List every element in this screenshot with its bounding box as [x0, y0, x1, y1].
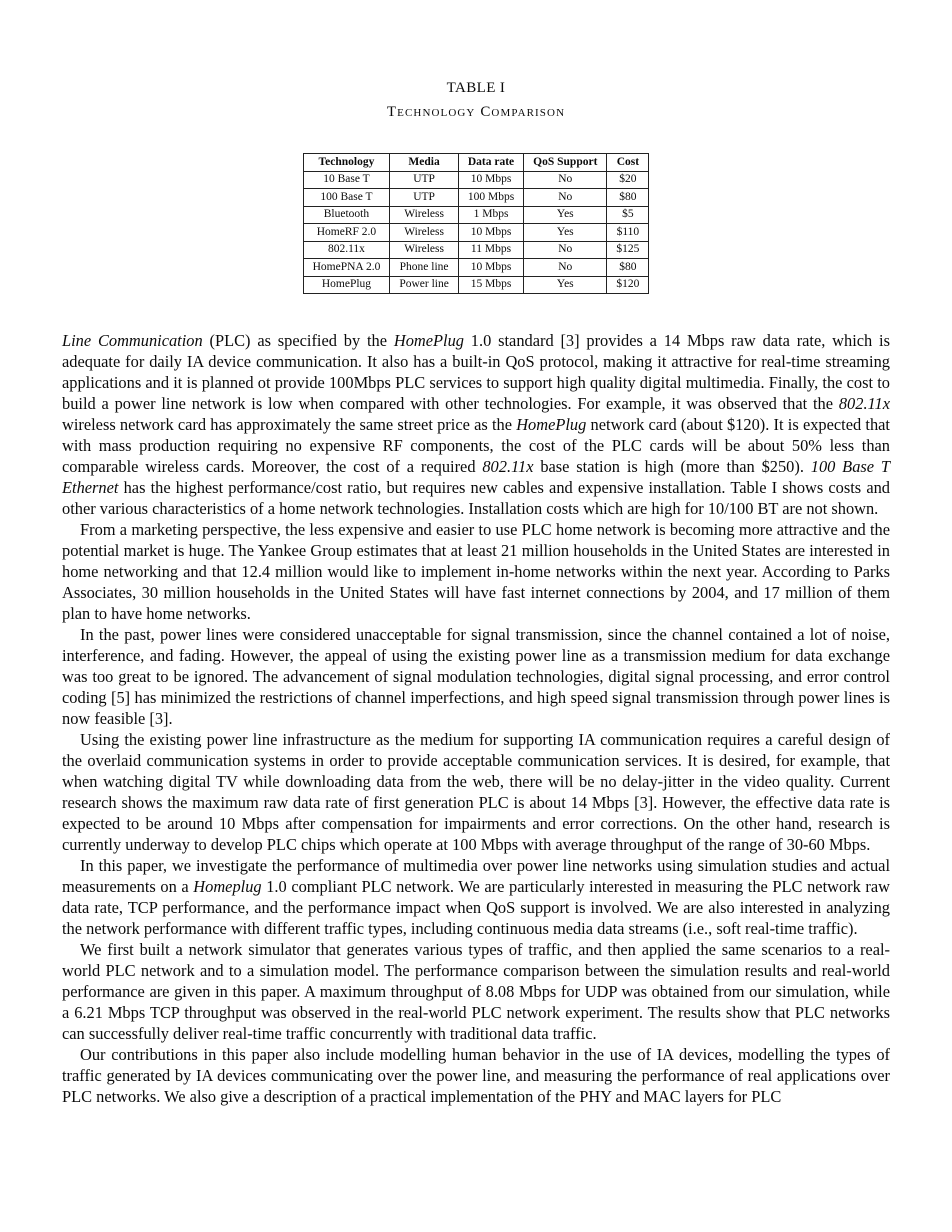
text-run: has the highest performance/cost ratio, but requires new cables and expensive installation. Table I shows costs and other various characteristics of a home network technologies. Installation costs which are high for 10/100 BT are not shown.	[62, 478, 890, 518]
table-header-row	[303, 154, 649, 172]
paragraph	[62, 1044, 890, 1107]
text-run: From a marketing perspective, the less expensive and easier to use PLC home network is becoming more attractive and the potential market is huge. The Yankee Group estimates that at least 21 million households in the United States are interested in home networking and that 12.4 million would like to implement in-home networks within the next year. According to Parks Associates, 30 million households in the United States will have fast internet connections by 2004, and 17 million of them plan to have home networks.	[62, 520, 890, 623]
table-cell: 10 Base T	[303, 171, 390, 189]
text-run: We first built a network simulator that generates various types of traffic, and then applied the same scenarios to a real-world PLC network and to a simulation model. The performance comparison between the simulation results and real-world performance are given in this paper. A maximum throughput of 8.08 Mbps for UDP was obtained from our simulation, while a 6.21 Mbps TCP throughput was observed in the real-world PLC network experiment. The results show that PLC networks can successfully deliver real-time traffic concurrently with traditional data traffic.	[62, 940, 890, 1043]
table-cell: 10 Mbps	[458, 259, 523, 277]
text-run: 100 Base T Ethernet	[62, 457, 890, 497]
table-cell: $120	[607, 276, 649, 294]
table-cell: Power line	[390, 276, 459, 294]
table-row	[303, 276, 649, 294]
paragraph	[62, 855, 890, 939]
table-cell: 802.11x	[303, 241, 390, 259]
table-cell: Bluetooth	[303, 206, 390, 224]
table-cell: Wireless	[390, 224, 459, 242]
table-row	[303, 241, 649, 259]
table-row	[303, 171, 649, 189]
text-run: Using the existing power line infrastructure as the medium for supporting IA communication requires a careful design of the overlaid communication systems in order to provide acceptable communication services. It is desired, for example, that when watching digital TV while downloading data from the web, there will be no delay-jitter in the video quality. Current research shows the maximum raw data rate of first generation PLC is about 14 Mbps [3]. However, the effective data rate is expected to be around 10 Mbps after compensation for impairments and error corrections. On the other hand, research is currently underway to develop PLC chips which operate at 100 Mbps with average throughput of the range of 30-60 Mbps.	[62, 730, 890, 854]
text-run: (PLC) as specified by the	[202, 331, 394, 350]
table-cell: $80	[607, 259, 649, 277]
text-run: base station is high (more than $250).	[533, 457, 811, 476]
table-row	[303, 189, 649, 207]
table-body	[303, 171, 649, 294]
table-column-header: Technology	[303, 154, 390, 172]
text-run: network card (about $120). It is expected that with mass production requiring no expensive RF components, the cost of the PLC cards will be about 50% less than comparable wireless cards. Moreover, the cost of a required	[62, 415, 890, 476]
table-cell: Yes	[524, 206, 607, 224]
paragraph	[62, 939, 890, 1044]
table-cell: 15 Mbps	[458, 276, 523, 294]
table-cell: Wireless	[390, 206, 459, 224]
paragraph	[62, 330, 890, 519]
table-cell: UTP	[390, 189, 459, 207]
text-run: Our contributions in this paper also include modelling human behavior in the use of IA devices, modelling the types of traffic generated by IA devices communicating over the power line, and measuring the performance of real applications over PLC networks. We also give a description of a practical implementation of the PHY and MAC layers for PLC	[62, 1045, 890, 1106]
text-run: HomePlug	[516, 415, 587, 434]
table-row	[303, 206, 649, 224]
table-cell: $20	[607, 171, 649, 189]
text-run: 802.11x	[838, 394, 890, 413]
table-cell: No	[524, 189, 607, 207]
paragraph	[62, 729, 890, 855]
table-column-header: Cost	[607, 154, 649, 172]
table-cell: 10 Mbps	[458, 224, 523, 242]
text-run: 802.11x	[482, 457, 534, 476]
table-cell: UTP	[390, 171, 459, 189]
text-run: Homeplug	[193, 877, 262, 896]
table-caption	[0, 80, 952, 121]
table-cell: $80	[607, 189, 649, 207]
text-run: Line Communication	[62, 331, 203, 350]
technology-comparison-table	[303, 153, 650, 294]
table-column-header: Media	[390, 154, 459, 172]
table-cell: $5	[607, 206, 649, 224]
table-column-header: Data rate	[458, 154, 523, 172]
table-cell: $125	[607, 241, 649, 259]
paragraph	[62, 519, 890, 624]
table-row	[303, 224, 649, 242]
table-cell: 1 Mbps	[458, 206, 523, 224]
text-run: 1.0 compliant PLC network. We are particularly interested in measuring the PLC network raw data rate, TCP performance, and the performance impact when QoS support is involved. We are also interested in analyzing the network performance with different traffic types, including continuous media data streams (i.e., soft real-time traffic).	[62, 877, 890, 938]
table-header	[303, 154, 649, 172]
table-cell: No	[524, 171, 607, 189]
text-run: wireless network card has approximately the same street price as the	[62, 415, 517, 434]
table-cell: Yes	[524, 276, 607, 294]
text-run: HomePlug	[393, 331, 464, 350]
table-cell: Phone line	[390, 259, 459, 277]
body-text	[62, 330, 890, 1107]
table-row	[303, 259, 649, 277]
table-cell: HomePlug	[303, 276, 390, 294]
table-cell: $110	[607, 224, 649, 242]
text-run: 1.0 standard [3] provides a 14 Mbps raw data rate, which is adequate for daily IA device communication. It also has a built-in QoS protocol, making it attractive for real-time streaming applications and it is planned ot provide 100Mbps PLC services to support high quality digital multimedia. Finally, the cost to build a power line network is low when compared with other technologies. For example, it was observed that the	[62, 331, 890, 413]
table-cell: Wireless	[390, 241, 459, 259]
table-cell: No	[524, 241, 607, 259]
table-cell: 100 Mbps	[458, 189, 523, 207]
text-run: In the past, power lines were considered unacceptable for signal transmission, since the channel contained a lot of noise, interference, and fading. However, the appeal of using the existing power line as a transmission medium for data exchange was too great to be ignored. The advancement of signal modulation technologies, digital signal processing, and error control coding [5] has minimized the restrictions of channel imperfections, and high speed signal transmission through power lines is now feasible [3].	[62, 625, 890, 728]
table-cell: No	[524, 259, 607, 277]
table-caption-number: TABLE I	[446, 80, 506, 96]
table-cell: 10 Mbps	[458, 171, 523, 189]
table-cell: HomeRF 2.0	[303, 224, 390, 242]
table-column-header: QoS Support	[524, 154, 607, 172]
table-cell: 11 Mbps	[458, 241, 523, 259]
paragraph	[62, 624, 890, 729]
table-cell: 100 Base T	[303, 189, 390, 207]
table-cell: HomePNA 2.0	[303, 259, 390, 277]
table-cell: Yes	[524, 224, 607, 242]
text-run: In this paper, we investigate the performance of multimedia over power line networks using simulation studies and actual measurements on a	[62, 856, 890, 896]
table-caption-title: Technology Comparison	[386, 104, 566, 120]
